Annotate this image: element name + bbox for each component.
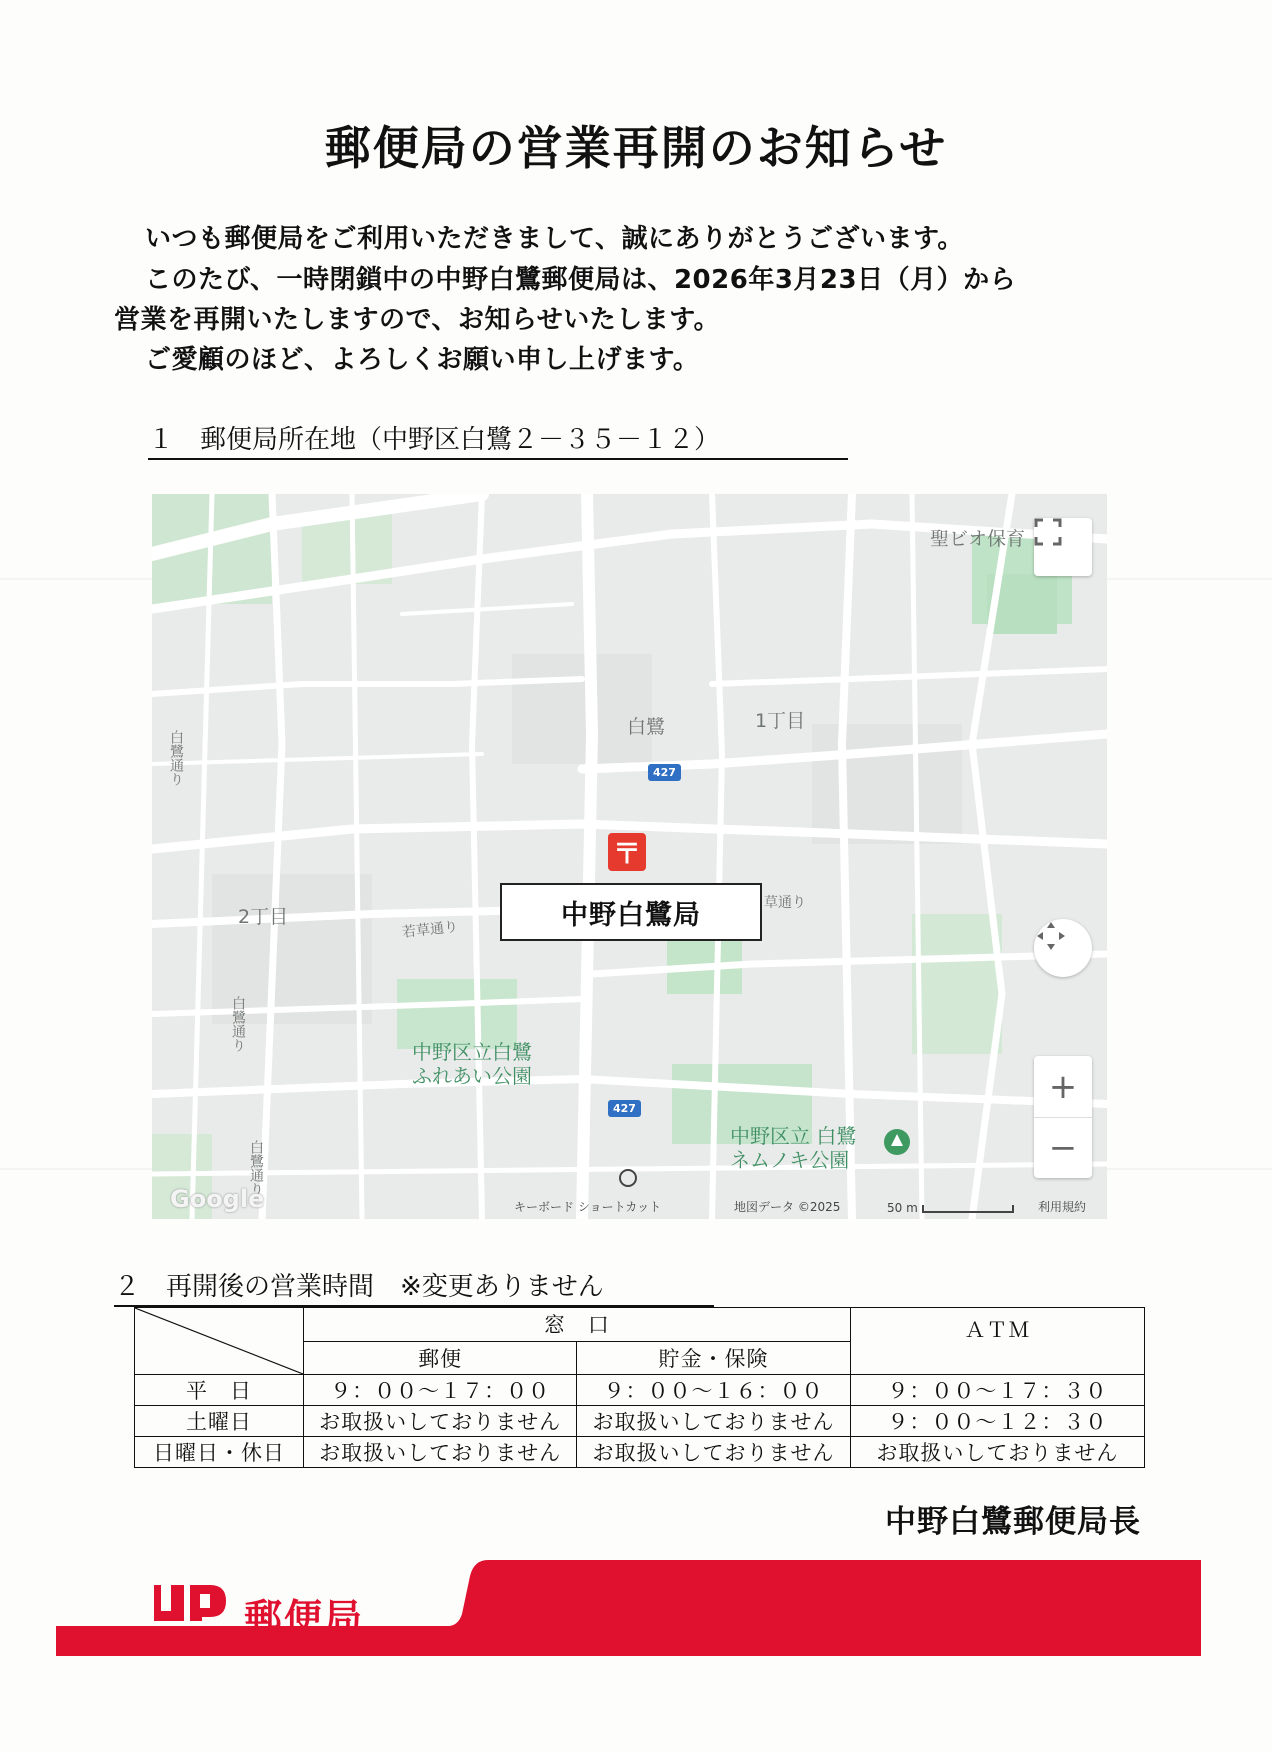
map-label-nemunoki-park: 中野区立 白鷺 ネムノキ公園 (730, 1124, 857, 1172)
logo-text: 郵便局 (244, 1596, 365, 1640)
jp-post-mark-icon (152, 1583, 232, 1643)
header-window: 窓 口 (304, 1308, 851, 1342)
table-row (135, 1375, 1145, 1406)
table-row (135, 1406, 1145, 1437)
map-label-wakakusa-street-2: 草通り (764, 895, 806, 911)
map-label-shirasagi-street-2: 白鷺通り (230, 996, 246, 1052)
header-post: 郵便 (304, 1341, 577, 1375)
map-label-wakakusa-street: 若草通り (401, 919, 459, 941)
section-location-heading: １ 郵便局所在地（中野区白鷺２－３５－１２） (148, 419, 848, 460)
terms-link[interactable]: 利用規約 (1038, 1200, 1087, 1214)
header-atm: ＡＴＭ (850, 1308, 1144, 1375)
row-savings-hours: お取扱いしておりません (577, 1406, 850, 1437)
svg-text:POST: POST (156, 1628, 216, 1642)
row-day: 日曜日・休日 (135, 1437, 304, 1468)
paragraph-2: このたび、一時閉鎖中の中野白鷺郵便局は、2026年3月23日（月）から (145, 265, 1017, 295)
table-corner (135, 1308, 304, 1375)
post-office-marker-icon[interactable]: 〒 (608, 833, 646, 871)
recenter-icon[interactable] (1034, 919, 1092, 977)
map-label-school: 聖ビオ保育 (930, 528, 1026, 550)
row-post-hours: お取扱いしておりません (304, 1406, 577, 1437)
row-savings-hours: お取扱いしておりません (577, 1437, 850, 1468)
header-savings: 貯金・保険 (577, 1341, 850, 1375)
row-day: 土曜日 (135, 1406, 304, 1437)
table-row (135, 1437, 1145, 1468)
paragraph-3: 営業を再開いたしますので、お知らせいたします。 (114, 305, 721, 335)
map-label-shirasagi-street: 白鷺通り (168, 730, 184, 786)
row-post-hours: ９：００～１７：００ (304, 1375, 577, 1406)
row-atm-hours: お取扱いしておりません (850, 1437, 1144, 1468)
route-badge: 427 (608, 1100, 641, 1117)
map-scale: 50 m (887, 1201, 1014, 1215)
keyboard-shortcuts-link[interactable]: キーボード ショートカット (514, 1200, 662, 1214)
map-label-2chome: 2丁目 (238, 906, 289, 928)
map-label-1chome: 1丁目 (755, 710, 806, 732)
map[interactable] (152, 494, 1107, 1219)
route-badge: 427 (648, 764, 681, 781)
page-title: 郵便局の営業再開のお知らせ (324, 121, 948, 175)
zoom-control (1034, 1056, 1092, 1178)
map-label-shirasagi: 白鷺 (627, 716, 666, 738)
zoom-out-button[interactable]: − (1048, 1127, 1078, 1168)
row-savings-hours: ９：００～１６：００ (577, 1375, 850, 1406)
map-label-shirasagi-street-3: 白鷺通り (248, 1140, 264, 1196)
row-post-hours: お取扱いしておりません (304, 1437, 577, 1468)
row-atm-hours: ９：００～１２：３０ (850, 1406, 1144, 1437)
hours-table (134, 1307, 1145, 1468)
map-label-fureai-park: 中野区立白鷺 ふれあい公園 (412, 1040, 532, 1088)
google-logo: Google (170, 1185, 265, 1213)
map-data-attribution: 地図データ ©2025 (734, 1200, 841, 1214)
section-hours-heading: ２ 再開後の営業時間 ※変更ありません (114, 1266, 714, 1307)
fullscreen-icon[interactable] (1034, 518, 1092, 576)
paragraph-1: いつも郵便局をご利用いただきまして、誠にありがとうございます。 (145, 224, 964, 254)
row-atm-hours: ９：００～１７：３０ (850, 1375, 1144, 1406)
signature: 中野白鷺郵便局長 (885, 1504, 1141, 1540)
scale-bar (922, 1205, 1014, 1213)
row-day: 平 日 (135, 1375, 304, 1406)
post-office-label: 中野白鷺局 (500, 883, 762, 941)
paragraph-4: ご愛顧のほど、よろしくお願い申し上げます。 (145, 345, 700, 375)
zoom-in-button[interactable]: + (1034, 1057, 1092, 1118)
